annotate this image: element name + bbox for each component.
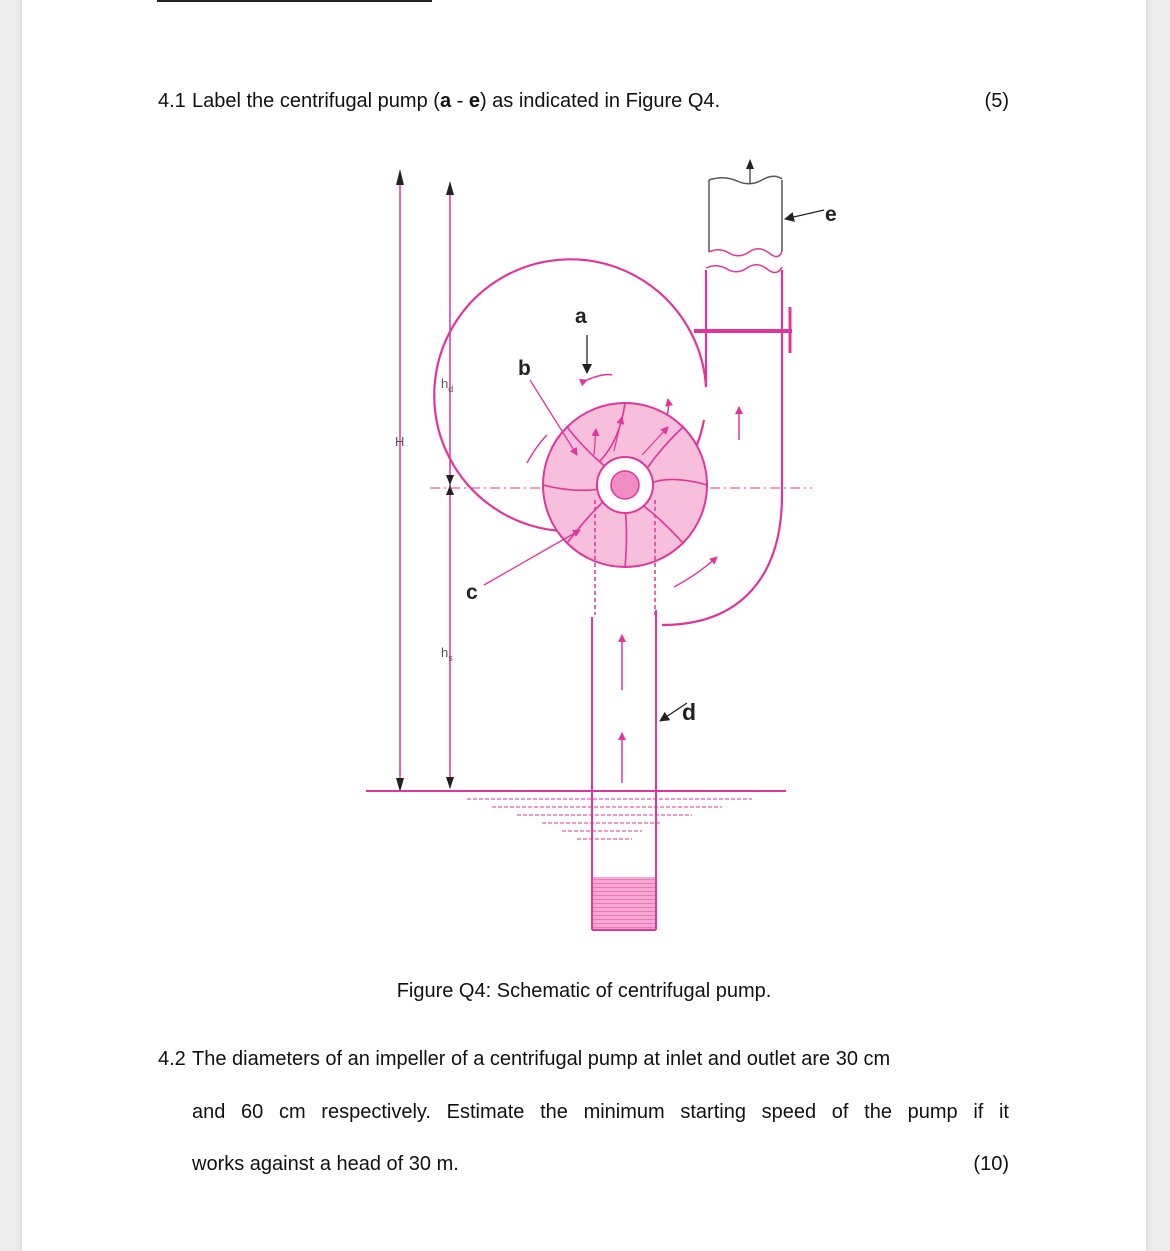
question-number: 4.1 <box>158 90 186 112</box>
centrifugal-pump-figure <box>342 155 837 940</box>
question-number-2: 4.2 <box>158 1048 186 1070</box>
total-head-dimension <box>396 169 404 792</box>
label-a-bold: a <box>439 90 452 112</box>
strainer <box>593 877 655 929</box>
label-suction-head: $h_s$ <box>441 645 453 663</box>
question-marks-2: (10) <box>973 1153 1009 1175</box>
document-page <box>22 0 1146 1251</box>
label-a: a <box>575 305 587 328</box>
question-dash: - <box>451 90 469 112</box>
question-marks: (5) <box>984 90 1009 112</box>
label-d: d <box>682 699 697 725</box>
water-surface <box>366 791 786 839</box>
question-4-2-line2: and 60 cm respectively. Estimate the minimum starting speed of the pump if it <box>192 1101 1009 1123</box>
question-text-end: ) as indicated in Figure Q4. <box>479 90 721 112</box>
top-rule <box>157 0 432 2</box>
label-e: e <box>825 203 837 226</box>
question-4-1 <box>158 89 1009 113</box>
label-c: c <box>466 581 478 604</box>
delivery-pipe <box>694 159 792 353</box>
head-dimension-line <box>446 181 454 789</box>
question-4-2-line3: works against a head of 30 m. <box>192 1153 459 1175</box>
label-total-head: H <box>395 434 405 449</box>
figure-caption: Figure Q4: Schematic of centrifugal pump. <box>396 980 772 1002</box>
label-b: b <box>518 357 531 380</box>
question-4-2 <box>158 1047 1009 1071</box>
shaft <box>611 471 639 499</box>
label-delivery-head: $h_d$ <box>441 376 454 394</box>
suction-pipe <box>592 610 656 930</box>
question-4-2-line1: The diameters of an impeller of a centrifugal pump at inlet and outlet are 30 cm <box>192 1048 891 1070</box>
label-e-bold: e <box>468 90 480 112</box>
question-text-start: Label the centrifugal pump ( <box>192 90 440 112</box>
